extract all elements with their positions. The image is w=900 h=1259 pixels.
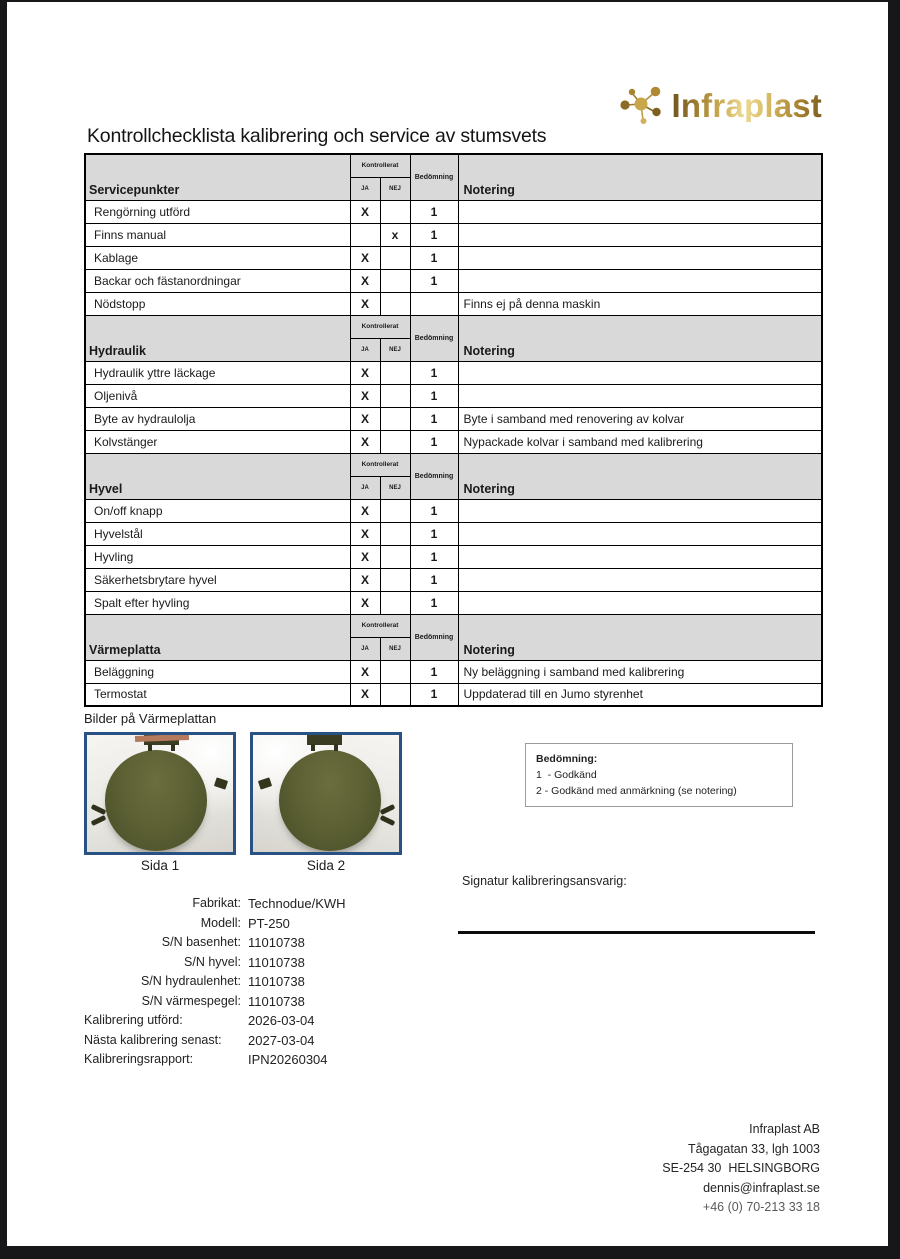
notering-value	[458, 499, 822, 522]
service-checklist-table	[84, 153, 823, 707]
notering-header: Notering	[458, 614, 822, 660]
bedomning-value: 1	[410, 522, 458, 545]
kontrollerat-header: Kontrollerat	[350, 154, 410, 177]
bedomning-value	[410, 292, 458, 315]
bedomning-value: 1	[410, 591, 458, 614]
bedomning-value: 1	[410, 407, 458, 430]
bedomning-value: 1	[410, 246, 458, 269]
detail-value: 11010738	[248, 974, 305, 989]
section-name-cell: Servicepunkter	[85, 154, 350, 200]
ja-mark: X	[350, 660, 380, 683]
heater-plate-image	[253, 735, 399, 852]
nej-mark	[380, 292, 410, 315]
kontrollerat-header: Kontrollerat	[350, 453, 410, 476]
ja-header: JA	[350, 637, 380, 660]
page-title: Kontrollchecklista kalibrering och service av stumsvets	[87, 125, 547, 147]
table-row	[85, 407, 822, 430]
heater-plate-image	[87, 735, 233, 852]
bedomning-header: Bedömning	[410, 315, 458, 361]
section-name-cell: Hyvel	[85, 453, 350, 499]
detail-label: S/N basenhet:	[161, 935, 241, 949]
nej-mark	[380, 660, 410, 683]
detail-label: Kalibreringsrapport:	[84, 1052, 194, 1066]
nej-mark	[380, 545, 410, 568]
section-name-cell: Hydraulik	[85, 315, 350, 361]
notering-value	[458, 200, 822, 223]
nej-mark	[380, 591, 410, 614]
bedomning-value: 1	[410, 223, 458, 246]
bedomning-value: 1	[410, 545, 458, 568]
bedomning-value: 1	[410, 361, 458, 384]
table-row	[85, 683, 822, 706]
nej-mark	[380, 407, 410, 430]
notering-value	[458, 384, 822, 407]
table-row	[85, 568, 822, 591]
notering-value	[458, 545, 822, 568]
photo-caption-side-1: Sida 1	[140, 858, 180, 873]
logo	[552, 80, 822, 131]
service-point-label: Säkerhetsbrytare hyvel	[85, 568, 350, 591]
notering-value: Byte i samband med renovering av kolvar	[458, 407, 822, 430]
nej-mark	[380, 499, 410, 522]
notering-value	[458, 223, 822, 246]
bedomning-value: 1	[410, 430, 458, 453]
heater-plate-photo-side-2	[250, 732, 402, 855]
molecule-dots-icon	[617, 80, 667, 131]
nej-mark	[380, 522, 410, 545]
company-footer	[662, 1120, 820, 1218]
service-point-label: Spalt efter hyvling	[85, 591, 350, 614]
detail-label: Fabrikat:	[192, 896, 241, 910]
notering-value: Uppdaterad till en Jumo styrenhet	[458, 683, 822, 706]
table-row	[85, 246, 822, 269]
ja-header: JA	[350, 476, 380, 499]
signature-label: Signatur kalibreringsansvarig:	[462, 874, 627, 888]
nej-mark	[380, 384, 410, 407]
detail-label: Nästa kalibrering senast:	[84, 1032, 222, 1047]
ja-mark: X	[350, 683, 380, 706]
detail-label: Modell:	[200, 915, 241, 930]
detail-value: 2027-03-04	[248, 1032, 315, 1048]
service-point-label: Termostat	[85, 683, 350, 706]
nej-header: NEJ	[380, 637, 410, 660]
nej-mark	[380, 361, 410, 384]
table-row	[85, 223, 822, 246]
service-point-label: Kolvstänger	[85, 430, 350, 453]
detail-label: Kalibrering utförd:	[84, 1013, 183, 1027]
detail-value: Technodue/KWH	[248, 896, 346, 911]
nej-mark	[380, 430, 410, 453]
notering-value	[458, 591, 822, 614]
ja-header: JA	[350, 177, 380, 200]
notering-value: Ny beläggning i samband med kalibrering	[458, 660, 822, 683]
ja-mark: X	[350, 246, 380, 269]
section-name-cell: Värmeplatta	[85, 614, 350, 660]
detail-value: IPN20260304	[248, 1052, 328, 1067]
service-point-label: Hydraulik yttre läckage	[85, 361, 350, 384]
detail-value: 2026-03-04	[248, 1013, 315, 1028]
footer-line: SE-254 30 HELSINGBORG	[662, 1161, 820, 1175]
kontrollerat-header: Kontrollerat	[350, 315, 410, 338]
ja-mark: X	[350, 568, 380, 591]
equipment-details	[84, 896, 346, 1072]
table-row	[85, 361, 822, 384]
service-point-label: Hyvling	[85, 545, 350, 568]
nej-mark	[380, 568, 410, 591]
nej-mark	[380, 246, 410, 269]
logo-wordmark: Infraplast	[671, 87, 822, 124]
ja-mark: X	[350, 269, 380, 292]
bedomning-value: 1	[410, 200, 458, 223]
footer-line: Tågagatan 33, lgh 1003	[687, 1141, 820, 1156]
notering-value	[458, 568, 822, 591]
nej-mark	[380, 200, 410, 223]
rating-legend-box	[525, 743, 793, 807]
detail-label: S/N hydraulenhet:	[140, 974, 241, 988]
table-row	[85, 292, 822, 315]
table-row	[85, 430, 822, 453]
detail-value: 11010738	[248, 935, 305, 950]
detail-value: 11010738	[248, 954, 305, 970]
notering-header: Notering	[458, 453, 822, 499]
photo-caption-side-2: Sida 2	[306, 858, 346, 873]
ja-mark	[350, 223, 380, 246]
bedomning-value: 1	[410, 568, 458, 591]
bedomning-value: 1	[410, 499, 458, 522]
ja-mark: X	[350, 430, 380, 453]
rating-legend-title: Bedömning:	[536, 753, 598, 765]
bedomning-value: 1	[410, 660, 458, 683]
photos-heading: Bilder på Värmeplattan	[84, 711, 217, 726]
notering-value	[458, 269, 822, 292]
ja-mark: X	[350, 292, 380, 315]
detail-value: 11010738	[248, 993, 305, 1009]
rating-legend-line: 1 - Godkänd	[536, 768, 597, 781]
ja-mark: X	[350, 384, 380, 407]
service-point-label: Byte av hydraulolja	[85, 407, 350, 430]
nej-header: NEJ	[380, 476, 410, 499]
checklist-table-body	[85, 154, 822, 706]
bedomning-header: Bedömning	[410, 614, 458, 660]
ja-mark: X	[350, 522, 380, 545]
notering-value: Nypackade kolvar i samband med kalibrering	[458, 430, 822, 453]
table-row	[85, 269, 822, 292]
service-point-label: Kablage	[85, 246, 350, 269]
notering-value	[458, 246, 822, 269]
footer-line: +46 (0) 70-213 33 18	[702, 1200, 820, 1214]
notering-value	[458, 361, 822, 384]
service-point-label: Oljenivå	[85, 384, 350, 407]
bedomning-header: Bedömning	[410, 453, 458, 499]
footer-line: Infraplast AB	[749, 1122, 820, 1136]
detail-label: S/N värmespegel:	[141, 993, 241, 1008]
ja-mark: X	[350, 407, 380, 430]
kontrollerat-header: Kontrollerat	[350, 614, 410, 637]
ja-mark: X	[350, 499, 380, 522]
service-point-label: On/off knapp	[85, 499, 350, 522]
service-point-label: Backar och fästanordningar	[85, 269, 350, 292]
ja-mark: X	[350, 545, 380, 568]
table-row	[85, 384, 822, 407]
service-point-label: Beläggning	[85, 660, 350, 683]
service-point-label: Finns manual	[85, 223, 350, 246]
signature-line	[458, 931, 815, 934]
nej-header: NEJ	[380, 338, 410, 361]
ja-header: JA	[350, 338, 380, 361]
service-point-label: Nödstopp	[85, 292, 350, 315]
table-row	[85, 522, 822, 545]
nej-mark	[380, 683, 410, 706]
table-row	[85, 660, 822, 683]
footer-line: dennis@infraplast.se	[703, 1180, 820, 1195]
nej-mark	[380, 269, 410, 292]
notering-header: Notering	[458, 154, 822, 200]
nej-header: NEJ	[380, 177, 410, 200]
table-row	[85, 200, 822, 223]
bedomning-value: 1	[410, 269, 458, 292]
nej-mark: x	[380, 223, 410, 246]
notering-header: Notering	[458, 315, 822, 361]
rating-legend-line: 2 - Godkänd med anmärkning (se notering)	[536, 784, 737, 797]
table-row	[85, 545, 822, 568]
service-point-label: Rengörning utförd	[85, 200, 350, 223]
notering-value	[458, 522, 822, 545]
bedomning-header: Bedömning	[410, 154, 458, 200]
service-point-label: Hyvelstål	[85, 522, 350, 545]
detail-value: PT-250	[248, 915, 290, 931]
ja-mark: X	[350, 591, 380, 614]
table-row	[85, 499, 822, 522]
ja-mark: X	[350, 361, 380, 384]
notering-value: Finns ej på denna maskin	[458, 292, 822, 315]
ja-mark: X	[350, 200, 380, 223]
bedomning-value: 1	[410, 683, 458, 706]
table-row	[85, 591, 822, 614]
bedomning-value: 1	[410, 384, 458, 407]
document-page	[7, 2, 888, 1246]
detail-label: S/N hyvel:	[184, 954, 241, 969]
heater-plate-photo-side-1	[84, 732, 236, 855]
